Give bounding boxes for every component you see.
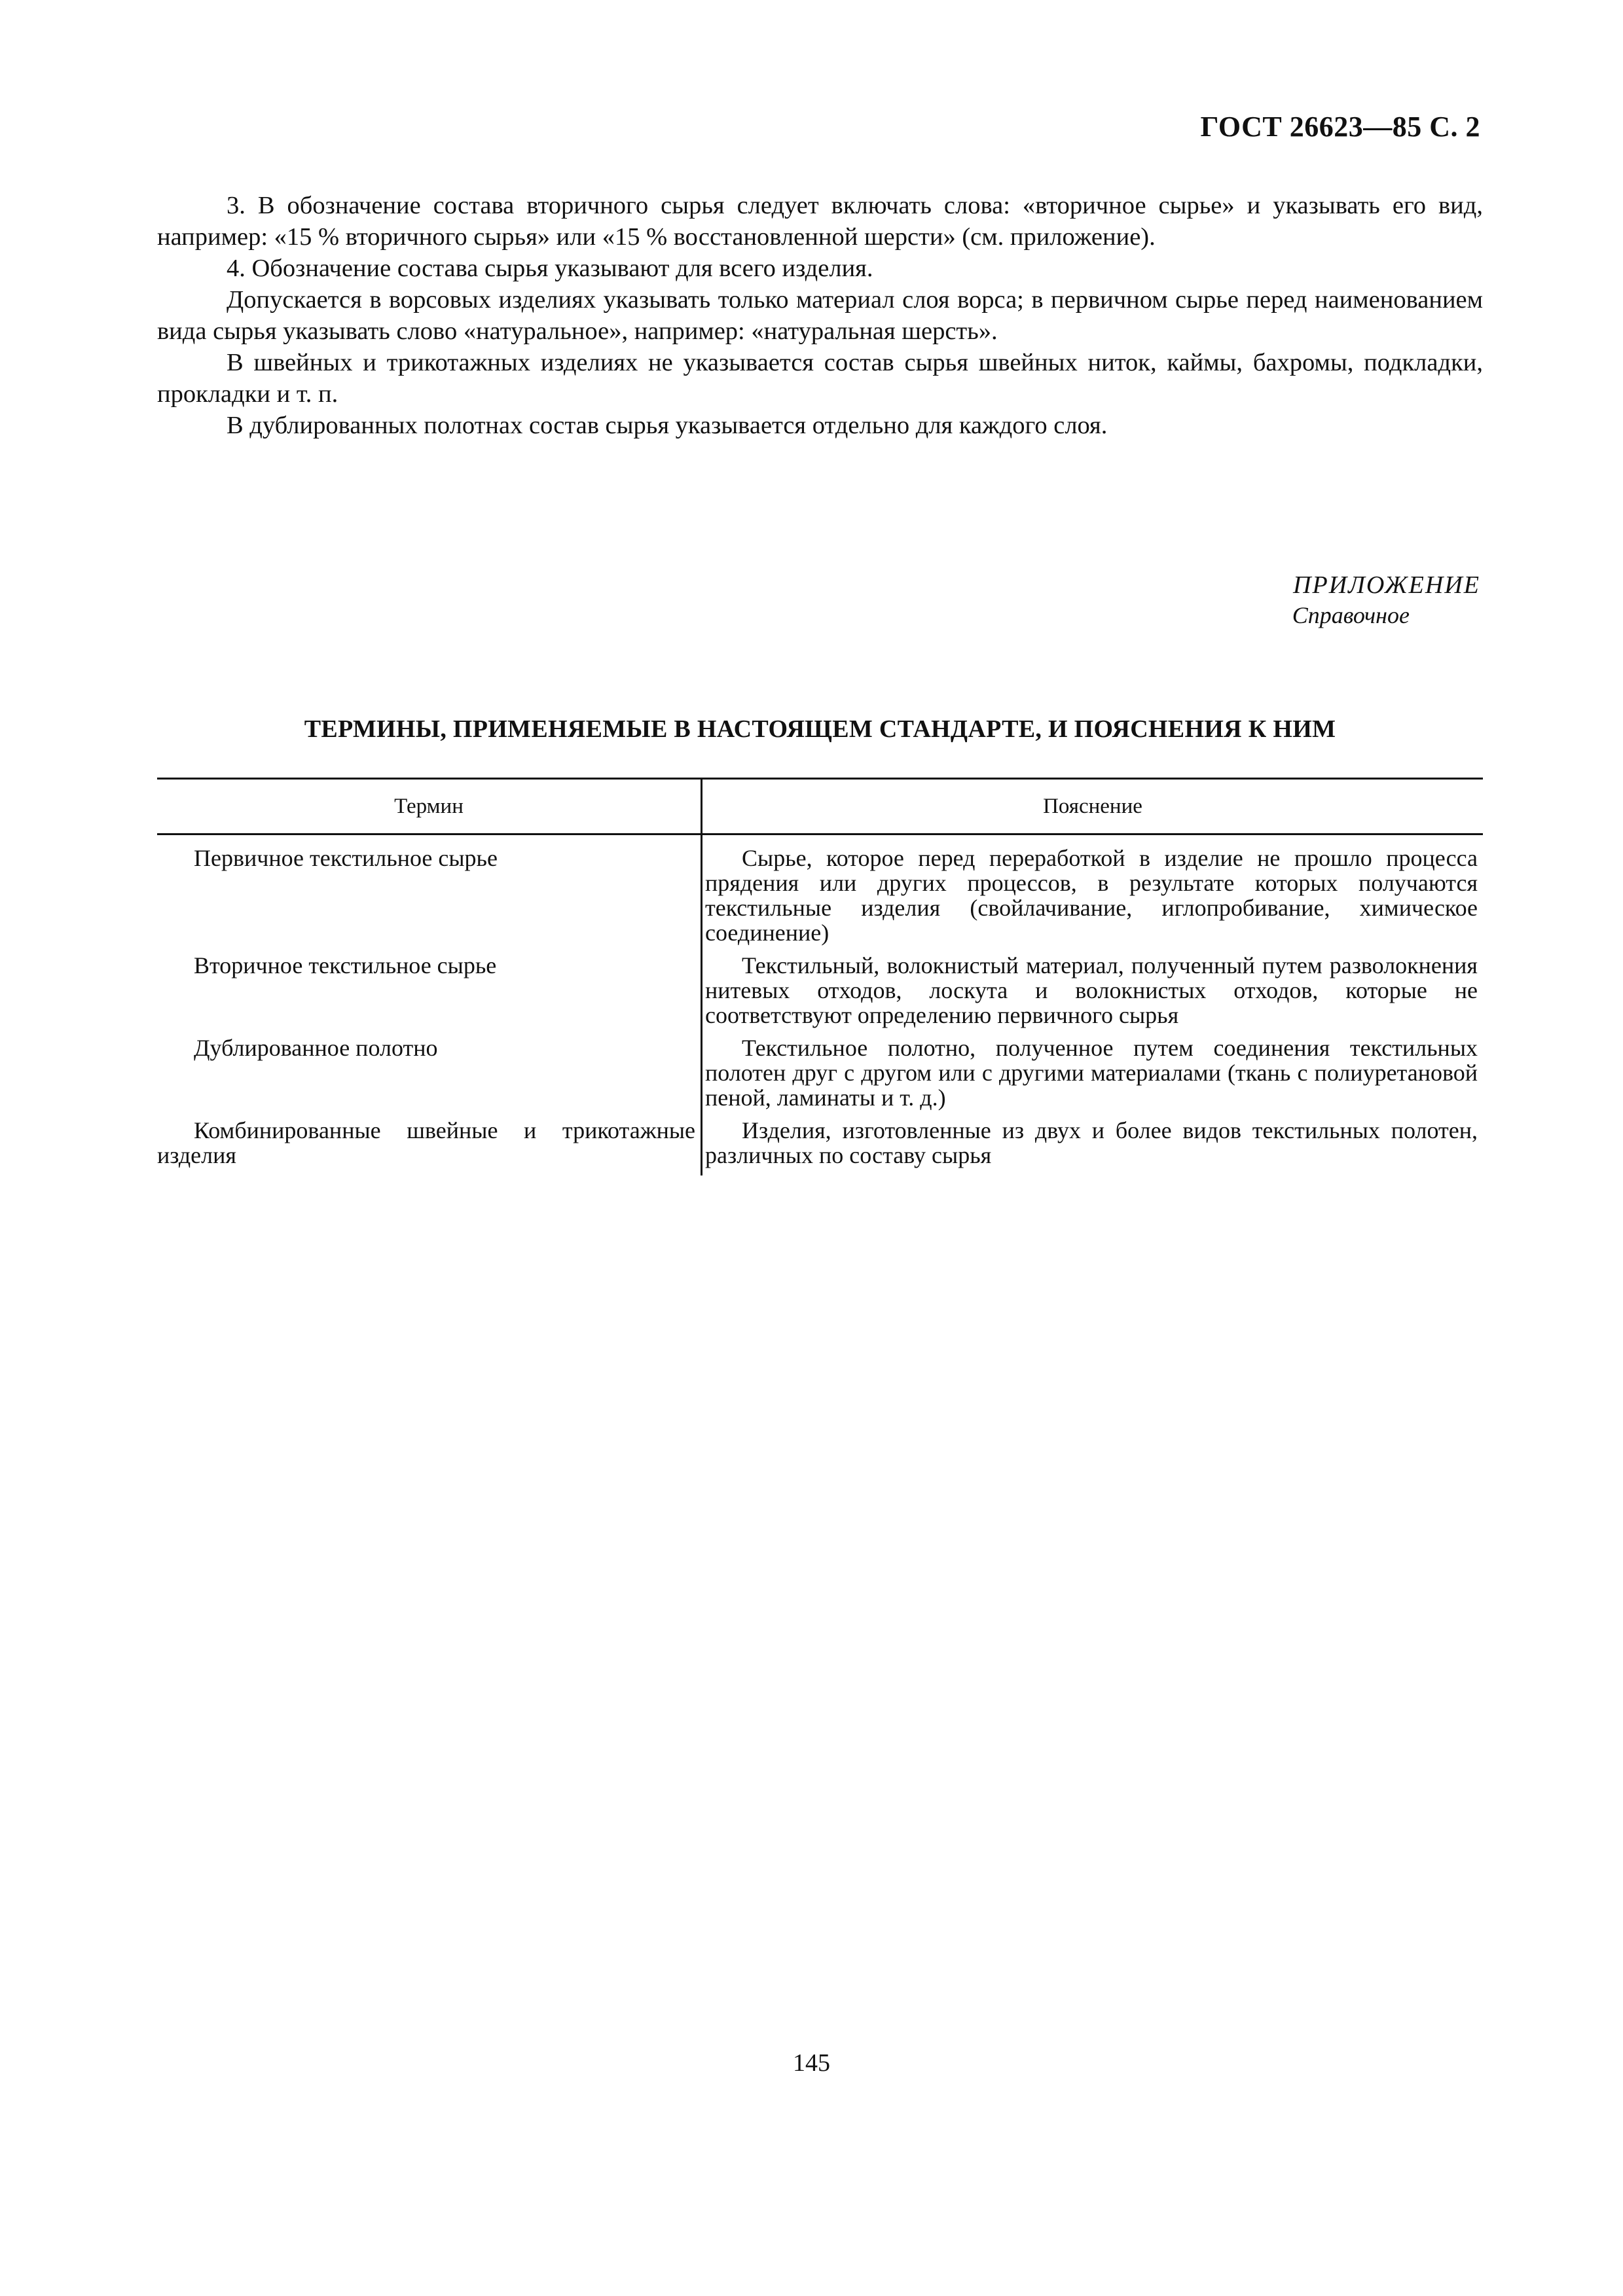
paragraph-sewn-knitted: В швейных и трикотажных изделиях не указывается состав сырья швейных ниток, каймы, бахромы, подкладки, прокладки и т. п. (157, 349, 1483, 408)
explanation-cell (702, 953, 1484, 1035)
explanation-text: Сырье, которое перед переработкой в изделие не прошло процесса прядения или других процессов, в результате которых получаются текстильные изделия (свойлачивание, иглопробивание, химическое соединение) (705, 845, 1478, 946)
table-row (157, 953, 1483, 1035)
term-text: Комбинированные швейные и трикотажные изделия (157, 1117, 695, 1168)
explanation-text: Текстильное полотно, полученное путем соединения текстильных полотен друг с другом или с другими материалами (ткань с полиуретановой пеной, ламинаты и т. д.) (705, 1035, 1478, 1111)
column-header-explanation: Пояснение (702, 779, 1484, 834)
terms-table (157, 778, 1483, 1175)
term-cell (157, 1118, 702, 1175)
appendix-title: ПРИЛОЖЕНИЕ (1293, 571, 1480, 599)
appendix-label (1292, 569, 1480, 630)
table-header-row (157, 779, 1483, 834)
body-text (157, 190, 1483, 441)
term-cell (157, 953, 702, 1035)
explanation-cell (702, 1035, 1484, 1118)
term-text: Дублированное полотно (194, 1035, 438, 1061)
term-text: Вторичное текстильное сырье (194, 952, 497, 978)
document-header: ГОСТ 26623—85 С. 2 (1200, 111, 1480, 143)
term-cell (157, 834, 702, 954)
term-text: Первичное текстильное сырье (194, 845, 498, 871)
paragraph-pile-products: Допускается в ворсовых изделиях указывать только материал слоя ворса; в первичном сырье перед наименованием вида сырья указывать слово «натуральное», например: «натуральная шерсть». (157, 286, 1483, 345)
term-cell (157, 1035, 702, 1118)
explanation-cell (702, 1118, 1484, 1175)
explanation-text: Изделия, изготовленные из двух и более видов текстильных полотен, различных по составу сырья (705, 1117, 1478, 1168)
table-title: ТЕРМИНЫ, ПРИМЕНЯЕМЫЕ В НАСТОЯЩЕМ СТАНДАРТЕ, И ПОЯСНЕНИЯ К НИМ (304, 715, 1336, 743)
table-row (157, 834, 1483, 954)
paragraph-item-4: 4. Обозначение состава сырья указывают для всего изделия. (227, 255, 873, 282)
table-row (157, 1035, 1483, 1118)
column-header-term: Термин (157, 779, 702, 834)
explanation-text: Текстильный, волокнистый материал, полученный путем разволокнения нитевых отходов, лоскута и волокнистых отходов, которые не соответствуют определению первичного сырья (705, 952, 1478, 1028)
explanation-cell (702, 834, 1484, 954)
page-number: 145 (793, 2049, 830, 2077)
paragraph-laminated: В дублированных полотнах состав сырья указывается отдельно для каждого слоя. (227, 412, 1108, 439)
table-row (157, 1118, 1483, 1175)
appendix-subtitle: Справочное (1292, 602, 1410, 628)
paragraph-item-3: 3. В обозначение состава вторичного сырья следует включать слова: «вторичное сырье» и указывать его вид, например: «15 % вторичного сырья» или «15 % восстановленной шерсти» (см. приложение). (157, 192, 1483, 251)
